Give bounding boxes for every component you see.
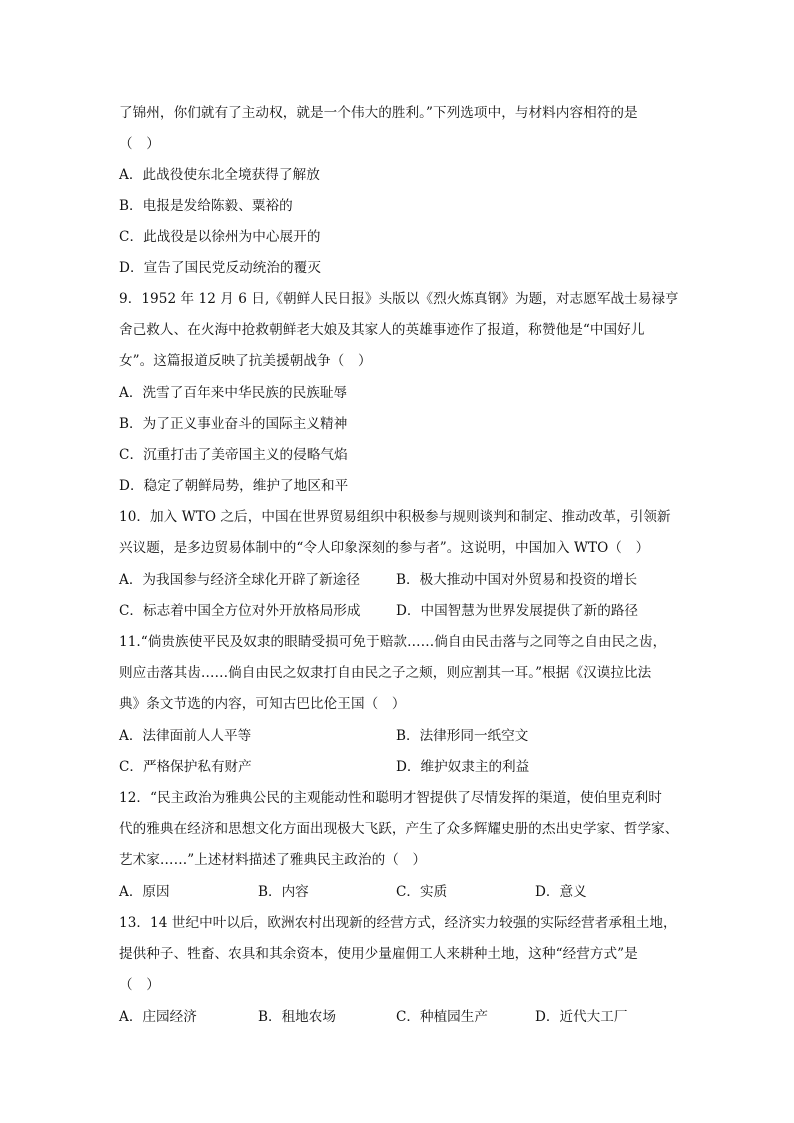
q8-option-c: C．此战役是以徐州为中心展开的: [119, 229, 321, 245]
q11-option-b: B．法律形同一纸空文: [396, 728, 529, 744]
q10-option-d: D．中国智慧为世界发展提供了新的路径: [396, 603, 638, 619]
q13-stem-line-3: （ ）: [119, 977, 160, 993]
q12-option-b: B．内容: [258, 884, 309, 900]
q11-stem-line-1: 11.“倘贵族使平民及奴隶的眼睛受损可免于赔款……倘自由民击落与之同等之自由民之齿，: [119, 634, 667, 650]
q12-option-c: C．实质: [396, 884, 448, 900]
q9-stem-line-2: 舍己救人、在火海中抢救朝鲜老大娘及其家人的英雄事迹作了报道，称赞他是“中国好儿: [119, 322, 645, 338]
q12-stem-line-3: 艺术家……”上述材料描述了雅典民主政治的（ ）: [119, 852, 427, 868]
q13-stem-line-2: 提供种子、牲畜、农具和其余资本，使用少量雇佣工人来耕种土地，这种“经营方式”是: [119, 946, 638, 962]
q8-option-b: B．电报是发给陈毅、粟裕的: [119, 198, 293, 214]
q9-option-b: B．为了正义事业奋斗的国际主义精神: [119, 416, 348, 432]
q8-option-a: A．此战役使东北全境获得了解放: [119, 167, 320, 183]
q13-option-a: A．庄园经济: [119, 1009, 197, 1025]
q13-stem-line-1: 13．14 世纪中叶以后，欧洲农村出现新的经营方式，经济实力较强的实际经营者承租土地，: [119, 915, 677, 931]
q8-option-d: D．宣告了国民党反动统治的覆灭: [119, 260, 321, 276]
q9-stem-line-1: 9．1952 年 12 月 6 日,《朝鲜人民日报》头版以《烈火炼真钢》为题，对志愿军战士易禄亨: [119, 291, 679, 307]
q8-stem-line-1: 了锦州，你们就有了主动权，就是一个伟大的胜利。”下列选项中，与材料内容相符的是: [119, 105, 638, 121]
q8-stem-line-2: （ ）: [119, 136, 160, 152]
q11-option-d: D．维护奴隶主的利益: [396, 759, 530, 775]
q10-option-b: B．极大推动中国对外贸易和投资的增长: [396, 572, 638, 588]
q10-stem-line-1: 10．加入 WTO 之后，中国在世界贸易组织中积极参与规则谈判和制定、推动改革，引领新: [119, 509, 671, 525]
q12-option-a: A．原因: [119, 884, 170, 900]
q12-stem-line-2: 代的雅典在经济和思想文化方面出现极大飞跃，产生了众多辉耀史册的杰出史学家、哲学家、: [119, 821, 679, 837]
q12-stem-line-1: 12．“民主政治为雅典公民的主观能动性和聪明才智提供了尽情发挥的渠道，使伯里克利时: [119, 790, 662, 806]
q11-stem-line-2: 则应击落其齿……倘自由民之奴隶打自由民之子之颊，则应割其一耳。”根据《汉谟拉比法: [119, 665, 652, 681]
q9-option-a: A．洗雪了百年来中华民族的民族耻辱: [119, 385, 348, 401]
q12-option-d: D．意义: [535, 884, 587, 900]
q11-option-a: A．法律面前人人平等: [119, 728, 252, 744]
q9-stem-line-3: 女”。这篇报道反映了抗美援朝战争（ ）: [119, 353, 372, 369]
q11-stem-line-3: 典》条文节选的内容，可知古巴比伦王国（ ）: [119, 696, 406, 712]
q13-option-b: B．租地农场: [258, 1009, 336, 1025]
q11-option-c: C．严格保护私有财产: [119, 759, 252, 775]
q13-option-c: C．种植园生产: [396, 1009, 488, 1025]
q13-option-d: D．近代大工厂: [535, 1009, 628, 1025]
q9-option-c: C．沉重打击了美帝国主义的侵略气焰: [119, 447, 348, 463]
q10-stem-line-2: 兴议题，是多边贸易体制中的“令人印象深刻的参与者”。这说明，中国加入 WTO（ ）: [119, 540, 650, 556]
q9-option-d: D．稳定了朝鲜局势，维护了地区和平: [119, 478, 349, 494]
q10-option-c: C．标志着中国全方位对外开放格局形成: [119, 603, 361, 619]
q10-option-a: A．为我国参与经济全球化开辟了新途径: [119, 572, 360, 588]
